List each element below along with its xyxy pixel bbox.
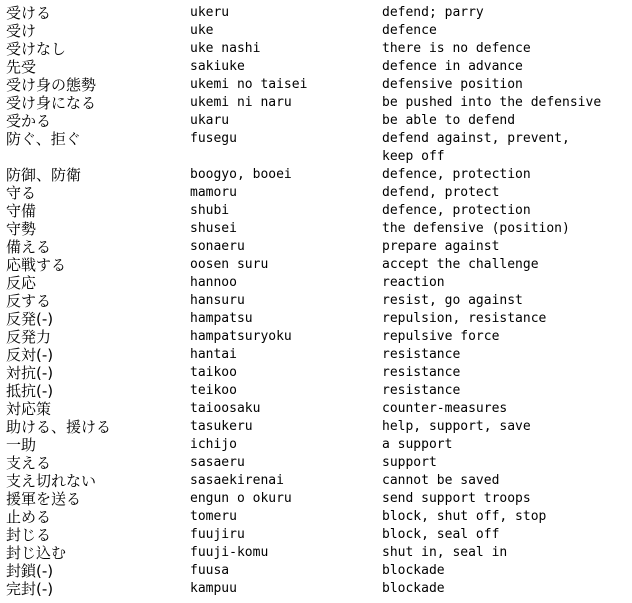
glossary-row — [6, 490, 630, 508]
romaji-reading: ukeru — [190, 5, 230, 20]
glossary-row — [6, 238, 630, 256]
english-meaning: repulsion, resistance — [382, 311, 547, 326]
romaji-reading: fuujiru — [190, 527, 245, 542]
japanese-term: 防御、防衛 — [6, 166, 82, 184]
japanese-term: 先受 — [6, 58, 37, 76]
japanese-term: 受かる — [6, 112, 52, 130]
english-meaning: defence, protection — [382, 167, 531, 182]
japanese-term: 封じ込む — [6, 544, 67, 562]
glossary-row — [6, 544, 630, 562]
romaji-reading: ukaru — [190, 113, 230, 128]
english-meaning: be pushed into the defensive — [382, 95, 602, 110]
glossary-row — [6, 202, 630, 220]
japanese-term: 守勢 — [6, 220, 37, 238]
romaji-reading: teikoo — [190, 383, 237, 398]
japanese-term: 守備 — [6, 202, 37, 220]
glossary-row — [6, 292, 630, 310]
glossary-row — [6, 22, 630, 40]
english-meaning: block, seal off — [382, 527, 500, 542]
romaji-reading: boogyo, booei — [190, 167, 292, 182]
romaji-reading: fuusa — [190, 563, 230, 578]
glossary-row — [6, 382, 630, 400]
romaji-reading: sasaeru — [190, 455, 245, 470]
english-meaning: send support troops — [382, 491, 531, 506]
glossary-row — [6, 346, 630, 364]
english-meaning: repulsive force — [382, 329, 500, 344]
romaji-reading: sakiuke — [190, 59, 245, 74]
glossary-row — [6, 256, 630, 274]
romaji-reading: hannoo — [190, 275, 237, 290]
romaji-reading: ukemi ni naru — [190, 95, 292, 110]
glossary-table — [6, 4, 630, 598]
romaji-reading: fusegu — [190, 131, 237, 146]
english-meaning: help, support, save — [382, 419, 531, 434]
romaji-reading: hansuru — [190, 293, 245, 308]
glossary-row — [6, 40, 630, 58]
romaji-reading: shusei — [190, 221, 237, 236]
english-meaning: defend; parry — [382, 5, 484, 20]
glossary-row — [6, 220, 630, 238]
english-meaning: shut in, seal in — [382, 545, 508, 560]
glossary-row — [6, 184, 630, 202]
english-meaning: the defensive (position) — [382, 221, 570, 236]
romaji-reading: tomeru — [190, 509, 237, 524]
japanese-term: 抵抗(-) — [6, 382, 54, 400]
english-meaning: counter-measures — [382, 401, 508, 416]
english-meaning: defence in advance — [382, 59, 523, 74]
japanese-term: 受けなし — [6, 40, 67, 58]
japanese-term: 守る — [6, 184, 37, 202]
romaji-reading: ukemi no taisei — [190, 77, 308, 92]
glossary-row — [6, 130, 630, 166]
japanese-term: 対応策 — [6, 400, 52, 418]
japanese-term: 備える — [6, 238, 52, 256]
glossary-row — [6, 472, 630, 490]
english-meaning: blockade — [382, 563, 445, 578]
english-meaning: prepare against — [382, 239, 500, 254]
english-meaning: defensive position — [382, 77, 523, 92]
japanese-term: 反発(-) — [6, 310, 54, 328]
glossary-row — [6, 364, 630, 382]
romaji-reading: hantai — [190, 347, 237, 362]
romaji-reading: oosen suru — [190, 257, 269, 272]
japanese-term: 止める — [6, 508, 52, 526]
glossary-row — [6, 454, 630, 472]
japanese-term: 受け身の態勢 — [6, 76, 97, 94]
japanese-term: 封じる — [6, 526, 52, 544]
japanese-term: 応戦する — [6, 256, 67, 274]
english-meaning: resistance — [382, 383, 461, 398]
romaji-reading: hampatsuryoku — [190, 329, 292, 344]
english-meaning: resistance — [382, 365, 461, 380]
japanese-term: 助ける、援ける — [6, 418, 112, 436]
english-meaning: support — [382, 455, 437, 470]
romaji-reading: sonaeru — [190, 239, 245, 254]
english-meaning: resist, go against — [382, 293, 523, 308]
romaji-reading: hampatsu — [190, 311, 253, 326]
english-meaning: defend, protect — [382, 185, 500, 200]
english-meaning: resistance — [382, 347, 461, 362]
glossary-row — [6, 580, 630, 598]
japanese-term: 受け — [6, 22, 37, 40]
english-meaning: there is no defence — [382, 41, 531, 56]
glossary-row — [6, 94, 630, 112]
glossary-row — [6, 166, 630, 184]
english-meaning: a support — [382, 437, 453, 452]
glossary-row — [6, 400, 630, 418]
romaji-reading: tasukeru — [190, 419, 253, 434]
glossary-row — [6, 418, 630, 436]
japanese-term: 反する — [6, 292, 52, 310]
glossary-row — [6, 58, 630, 76]
english-meaning: cannot be saved — [382, 473, 500, 488]
romaji-reading: mamoru — [190, 185, 237, 200]
english-meaning: blockade — [382, 581, 445, 596]
japanese-term: 完封(-) — [6, 580, 54, 598]
romaji-reading: uke — [190, 23, 214, 38]
japanese-term: 封鎖(-) — [6, 562, 54, 580]
english-meaning: reaction — [382, 275, 445, 290]
romaji-reading: engun o okuru — [190, 491, 292, 506]
glossary-row — [6, 436, 630, 454]
english-meaning: be able to defend — [382, 113, 516, 128]
romaji-reading: ichijo — [190, 437, 237, 452]
glossary-row — [6, 508, 630, 526]
english-meaning: block, shut off, stop — [382, 509, 547, 524]
romaji-reading: kampuu — [190, 581, 237, 596]
japanese-term: 援軍を送る — [6, 490, 82, 508]
japanese-term: 支え切れない — [6, 472, 97, 490]
glossary-row — [6, 328, 630, 346]
japanese-term: 支える — [6, 454, 52, 472]
english-meaning: defence, protection — [382, 203, 531, 218]
japanese-term: 反対(-) — [6, 346, 54, 364]
japanese-term: 反発力 — [6, 328, 52, 346]
romaji-reading: taikoo — [190, 365, 237, 380]
glossary-row — [6, 562, 630, 580]
japanese-term: 対抗(-) — [6, 364, 54, 382]
glossary-row — [6, 76, 630, 94]
japanese-term: 防ぐ、拒ぐ — [6, 130, 81, 148]
japanese-term: 反応 — [6, 274, 37, 292]
japanese-term: 受け身になる — [6, 94, 97, 112]
english-meaning: defence — [382, 23, 437, 38]
glossary-row — [6, 4, 630, 22]
japanese-term: 受ける — [6, 4, 52, 22]
japanese-term: 一助 — [6, 436, 37, 454]
romaji-reading: shubi — [190, 203, 230, 218]
romaji-reading: fuuji-komu — [190, 545, 269, 560]
glossary-row — [6, 526, 630, 544]
glossary-row — [6, 310, 630, 328]
english-meaning: accept the challenge — [382, 257, 539, 272]
romaji-reading: sasaekirenai — [190, 473, 284, 488]
glossary-row — [6, 274, 630, 292]
romaji-reading: uke nashi — [190, 41, 261, 56]
romaji-reading: taioosaku — [190, 401, 261, 416]
glossary-row — [6, 112, 630, 130]
english-meaning: defend against, prevent, keep off — [382, 131, 570, 164]
